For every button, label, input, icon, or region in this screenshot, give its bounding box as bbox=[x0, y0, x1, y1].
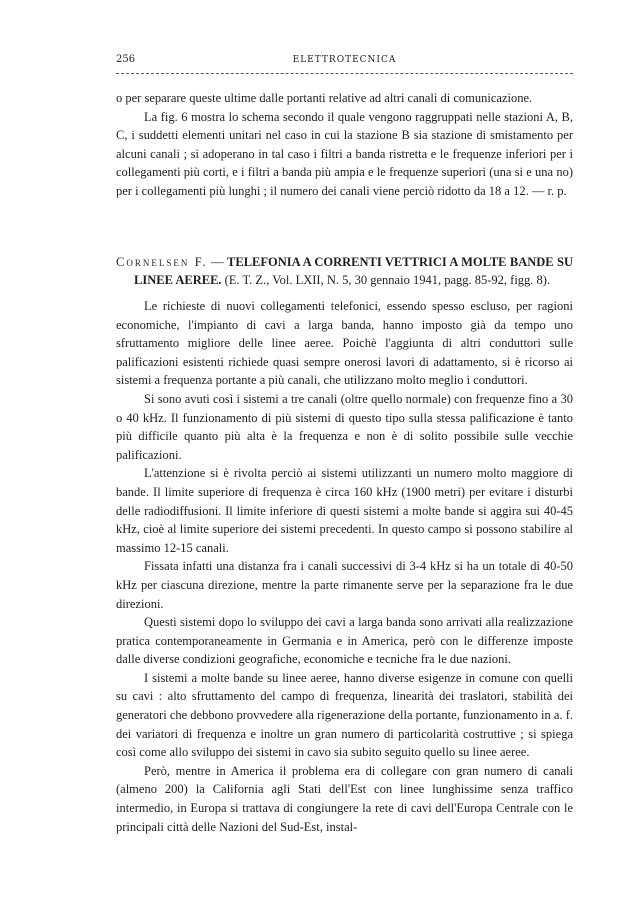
article-author: Cornelsen F. bbox=[116, 254, 208, 269]
article-body bbox=[116, 297, 573, 836]
header-rule bbox=[116, 73, 573, 74]
running-head bbox=[116, 54, 573, 70]
heading-dash: — bbox=[207, 254, 228, 269]
paragraph: Le richieste di nuovi collegamenti telefonici, essendo spesso escluso, per ragioni economiche, l'impianto di cavi a larga banda, hanno imposto già da tempo uno sfruttamento migliore delle linee aeree. Poichè l'aggiunta di altri conduttori sulle palificazioni esistenti richiede quasi sempre onerosi lavori di adattamento, si è ricorso ai sistemi a frequenza portante a più canali, che utilizzano molto meglio i conduttori. bbox=[116, 299, 573, 388]
journal-title: ELETTROTECNICA bbox=[292, 55, 397, 65]
paragraph: Si sono avuti così i sistemi a tre canali (oltre quello normale) con frequenze fino a 30 o 40 kHz. Il funzionamento di più sistemi di questo tipo sulla stessa palificazione è tanto più difficile quanto più alta è la frequenza e non è di solito possibile sulle vecchie palificazioni. bbox=[116, 391, 573, 462]
article-title: TELEFONIA A CORRENTI VETTRICI A MOLTE BANDE SU LINEE AEREE. bbox=[134, 254, 573, 288]
paragraph: I sistemi a molte bande su linee aeree, hanno diverse esigenze in comune con quelli su cavi : alto sfruttamento del campo di frequenza, linearità dei traslatori, stabilità dei generatori che debbono provvedere alla rigenerazione della portante, funzionamento in a. f. dei variatori di frequenza e inoltre un gran numero di particolarità costruttive ; si spiega così come allo sviluppo dei sistemi in cavo sia subito seguito quello su linee aeree. bbox=[116, 670, 573, 760]
paragraph: Questi sistemi dopo lo sviluppo dei cavi a larga banda sono arrivati alla realizzazione pratica contemporaneamente in Germania e in America, però con le differenze imposte dalle diverse condizioni geografiche, economiche e tecniche fra le due nazioni. bbox=[116, 615, 573, 667]
paragraph: La fig. 6 mostra lo schema secondo il quale vengono raggruppati nelle stazioni A, B, C, i suddetti elementi unitari nel caso in cui la stazione B sia stazione di smistamento per alcuni canali ; si adoperano in tal caso i filtri a banda ristretta e le frequenze inferiori per i collegamenti più corti, e i filtri a banda più ampia e le frequenze superiori (una si e una no) per i collegamenti più lunghi ; il numero dei canali viene perciò ridotto da 18 a 12. — r. p. bbox=[116, 109, 573, 198]
paragraph: o per separare queste ultime dalle portanti relative ad altri canali di comunicazione. bbox=[116, 91, 533, 105]
article-heading bbox=[116, 240, 573, 303]
page-number: 256 bbox=[116, 54, 136, 65]
paragraph: L'attenzione si è rivolta perciò ai sistemi utilizzanti un numero molto maggiore di bande. Il limite superiore di frequenza è circa 160 kHz (1900 metri) per evitare i disturbi delle radiodiffusioni. Il limite inferiore di questi sistemi a molte bande si aggira sui 40-45 kHz, cioè al limite superiore dei sistemi precedenti. In questo campo si possono stabilire al massimo 12-15 canali. bbox=[116, 466, 573, 555]
paragraph: Però, mentre in America il problema era di collegare con gran numero di canali (almeno 200) la California agli Stati dell'Est con linee lunghissime senza traffico intermedio, in Europa si trattava di congiungere la rete di cavi dell'Europa Centrale con le principali città delle Nazioni del Sud-Est, instal- bbox=[116, 763, 573, 834]
paragraph: Fissata infatti una distanza fra i canali successivi di 3-4 kHz si ha un totale di 40-50 kHz per ciascuna direzione, mentre la parte rimanente serve per la separazione fra le due direzioni. bbox=[116, 559, 573, 611]
previous-article-text bbox=[116, 89, 573, 201]
article-citation: (E. T. Z., Vol. LXII, N. 5, 30 gennaio 1941, pagg. 85-92, figg. 8). bbox=[221, 273, 551, 288]
